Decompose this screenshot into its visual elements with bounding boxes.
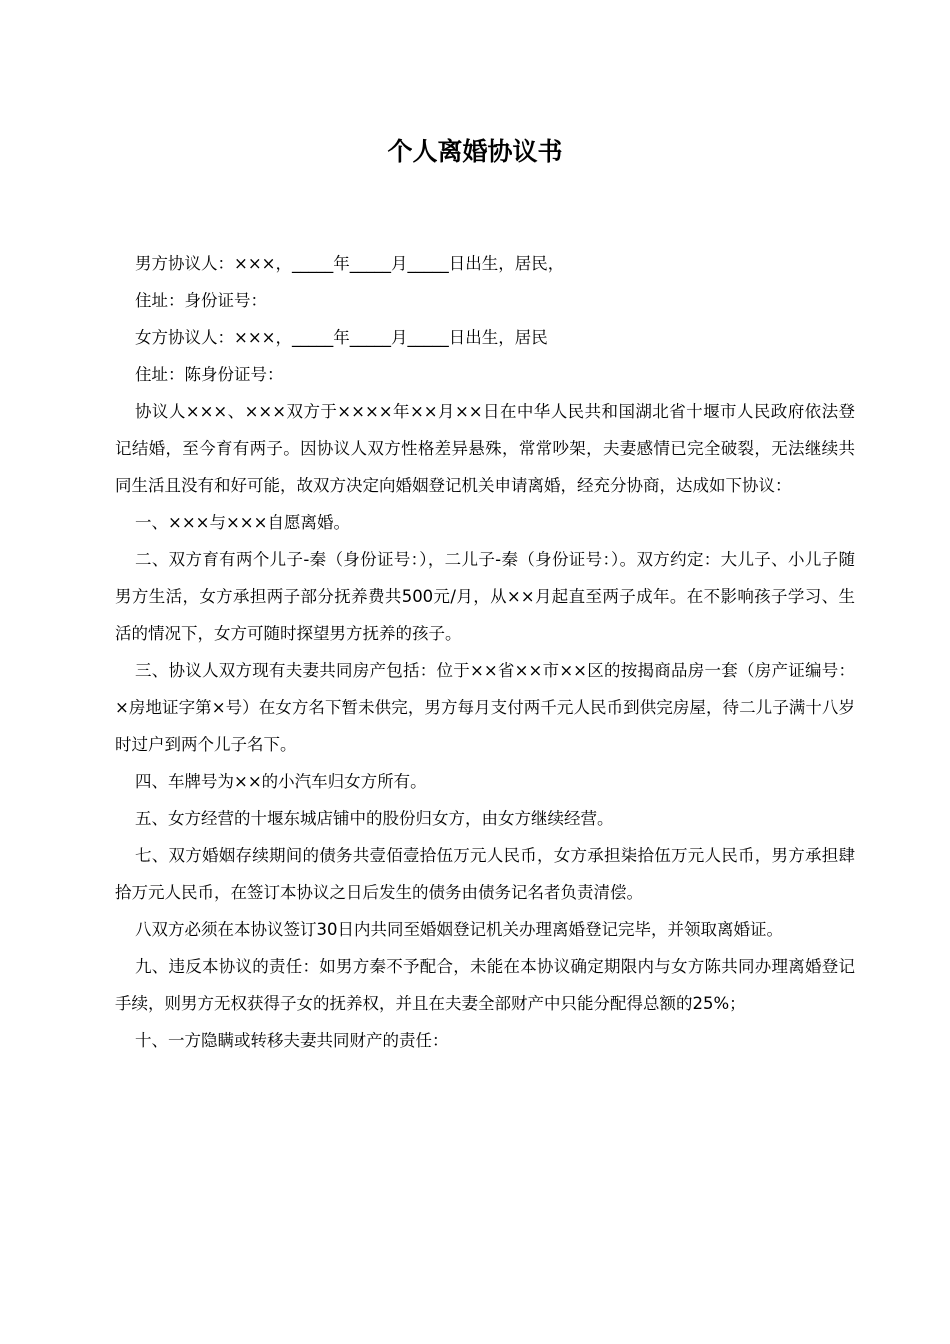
male-address-line: 住址：身份证号： [135,291,267,310]
clause-10: 十、一方隐瞒或转移夫妻共同财产的责任： [135,1031,449,1050]
clause-1: 一、×××与×××自愿离婚。 [135,513,350,532]
document-body [115,245,855,1059]
male-party-line: 男方协议人：×××，_____年_____月_____日出生，居民， [135,254,565,273]
clause-3: 三、协议人双方现有夫妻共同房产包括：位于××省××市××区的按揭商品房一套（房产证编号：×房地证字第×号）在女方名下暂未供完，男方每月支付两千元人民币到供完房屋，待二儿子满十八岁时过户到两个儿子名下。 [115,661,855,754]
clause-7: 七、双方婚姻存续期间的债务共壹佰壹拾伍万元人民币，女方承担柒拾伍万元人民币，男方承担肆拾万元人民币，在签订本协议之日后发生的债务由债务记名者负责清偿。 [115,846,855,902]
preamble-paragraph: 协议人×××、×××双方于××××年××月××日在中华人民共和国湖北省十堰市人民政府依法登记结婚，至今育有两子。因协议人双方性格差异悬殊，常常吵架，夫妻感情已完全破裂，无法继续共同生活且没有和好可能，故双方决定向婚姻登记机关申请离婚，经充分协商，达成如下协议： [115,402,855,495]
clause-4: 四、车牌号为××的小汽车归女方所有。 [135,772,427,791]
clause-9: 九、违反本协议的责任：如男方秦不予配合，未能在本协议确定期限内与女方陈共同办理离婚登记手续，则男方无权获得子女的抚养权，并且在夫妻全部财产中只能分配得总额的25%； [115,957,855,1013]
female-party-line: 女方协议人：×××，_____年_____月_____日出生，居民 [135,328,548,347]
clause-5: 五、女方经营的十堰东城店铺中的股份归女方，由女方继续经营。 [135,809,614,828]
clause-8: 八双方必须在本协议签订30日内共同至婚姻登记机关办理离婚登记完毕，并领取离婚证。 [135,920,783,939]
female-address-line: 住址：陈身份证号： [135,365,284,384]
document-title: 个人离婚协议书 [387,137,563,166]
clause-2: 二、双方育有两个儿子-秦（身份证号：），二儿子-秦（身份证号：）。双方约定：大儿子、小儿子随男方生活，女方承担两子部分抚养费共500元/月，从××月起直至两子成年。在不影响孩子学习、生活的情况下，女方可随时探望男方抚养的孩子。 [115,550,855,643]
